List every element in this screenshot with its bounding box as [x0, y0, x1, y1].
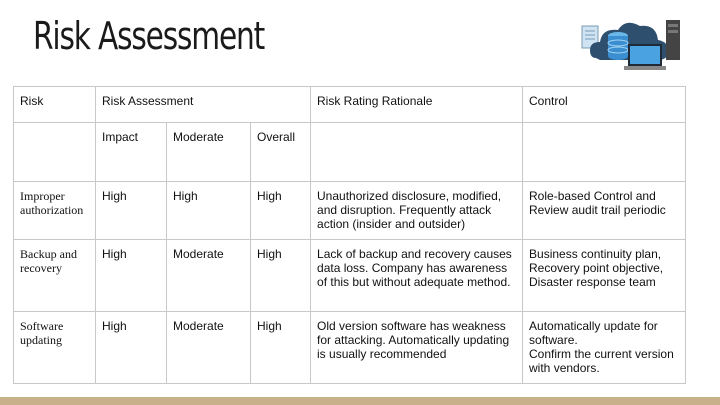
impact-value: High [96, 240, 167, 312]
rationale-text: Unauthorized disclosure, modified, and disruption. Frequently attack action (insider and outsider) [311, 182, 523, 240]
overall-value: High [251, 240, 311, 312]
header-risk-rating-rationale: Risk Rating Rationale [311, 87, 523, 123]
control-text: Role-based Control and Review audit trail periodic [523, 182, 686, 240]
risk-name: Backup and recovery [14, 240, 96, 312]
subheader-empty [311, 123, 523, 182]
likelihood-value: High [167, 182, 251, 240]
likelihood-value: Moderate [167, 240, 251, 312]
rationale-text: Old version software has weakness for attacking. Automatically updating is usually recommended [311, 312, 523, 384]
header-risk-assessment: Risk Assessment [96, 87, 311, 123]
slide-title: Risk Assessment [33, 14, 265, 58]
subheader-overall: Overall [251, 123, 311, 182]
risk-name: Software updating [14, 312, 96, 384]
header-risk: Risk [14, 87, 96, 123]
subheader-impact: Impact [96, 123, 167, 182]
table-row [14, 312, 686, 384]
likelihood-value: Moderate [167, 312, 251, 384]
control-text: Automatically update for software. Confirm the current version with vendors. [523, 312, 686, 384]
control-text: Business continuity plan, Recovery point objective, Disaster response team [523, 240, 686, 312]
subheader-empty [14, 123, 96, 182]
cloud-database-laptop-icon [578, 14, 690, 76]
table-row [14, 240, 686, 312]
overall-value: High [251, 182, 311, 240]
footer-bar [0, 397, 720, 405]
impact-value: High [96, 182, 167, 240]
table-row [14, 182, 686, 240]
table-subheader-row [14, 123, 686, 182]
subheader-moderate: Moderate [167, 123, 251, 182]
impact-value: High [96, 312, 167, 384]
table-header-row [14, 87, 686, 123]
header-control: Control [523, 87, 686, 123]
overall-value: High [251, 312, 311, 384]
risk-name: Improper authorization [14, 182, 96, 240]
risk-assessment-table [13, 86, 686, 384]
subheader-empty [523, 123, 686, 182]
rationale-text: Lack of backup and recovery causes data loss. Company has awareness of this but without adequate method. [311, 240, 523, 312]
